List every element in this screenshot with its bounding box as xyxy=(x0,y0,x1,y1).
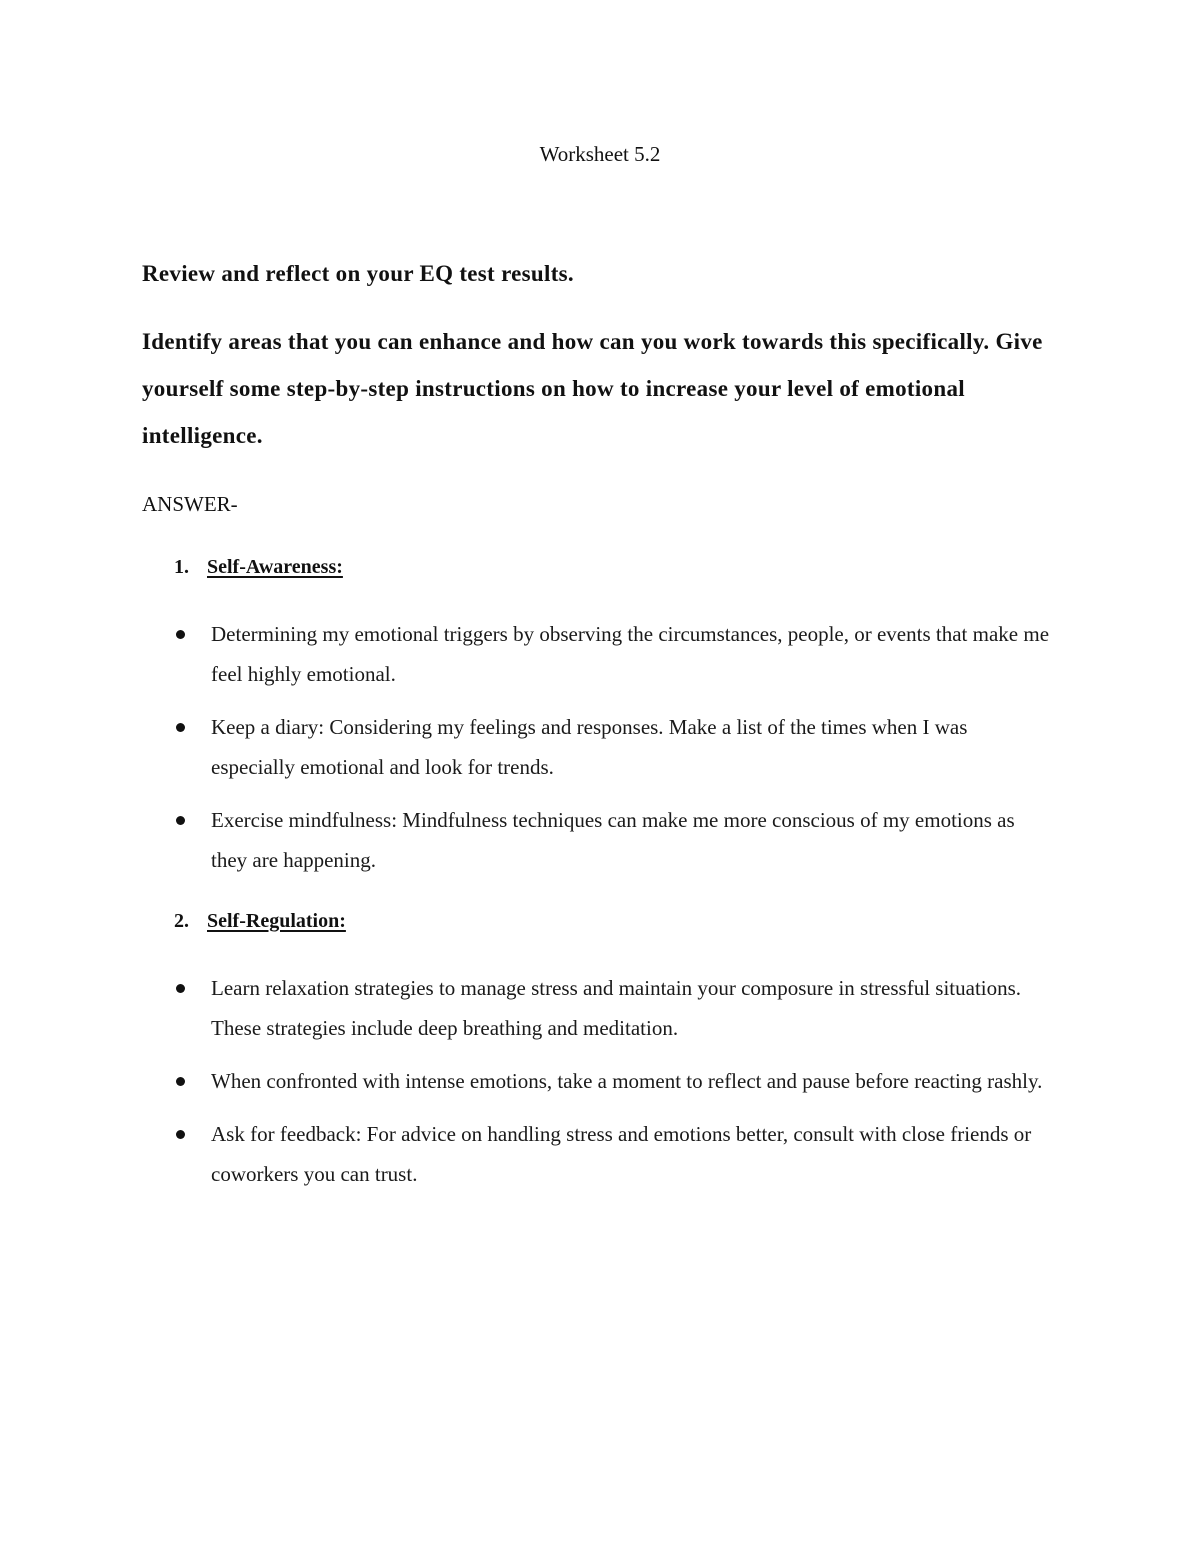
prompt-identify-areas: Identify areas that you can enhance and how can you work towards this specifically. Give yourself some step-by-step instructions on how to increase your level of emotional intelligence. xyxy=(142,329,1043,448)
bullet-dot-icon xyxy=(176,723,185,732)
bullet-dot-icon xyxy=(176,984,185,993)
bullet-dot-icon xyxy=(176,816,185,825)
list-item-text: Keep a diary: Considering my feelings and responses. Make a list of the times when I was especially emotional and look for trends. xyxy=(211,715,968,779)
section-name: Self-Awareness: xyxy=(207,556,343,578)
bullet-dot-icon xyxy=(176,1077,185,1086)
prompt-review: Review and reflect on your EQ test results. xyxy=(142,261,574,286)
bullet-list-self-awareness xyxy=(174,614,1054,893)
list-item xyxy=(174,800,1054,880)
list-item xyxy=(174,968,1054,1048)
list-item xyxy=(174,707,1054,787)
list-item-text: When confronted with intense emotions, take a moment to reflect and pause before reacting rashly. xyxy=(211,1069,1043,1093)
list-item-text: Exercise mindfulness: Mindfulness techniques can make me more conscious of my emotions as they are happening. xyxy=(211,808,1015,872)
section-number: 1. xyxy=(174,556,189,578)
bullet-dot-icon xyxy=(176,630,185,639)
list-item-text: Determining my emotional triggers by observing the circumstances, people, or events that make me feel highly emotional. xyxy=(211,622,1050,686)
section-name: Self-Regulation: xyxy=(207,910,346,932)
list-item-text: Learn relaxation strategies to manage stress and maintain your composure in stressful situations. These strategies include deep breathing and meditation. xyxy=(211,976,1022,1040)
bullet-list-self-regulation xyxy=(174,968,1054,1207)
list-item xyxy=(174,614,1054,694)
list-item xyxy=(174,1061,1054,1101)
page-title: Worksheet 5.2 xyxy=(539,142,661,166)
list-item-text: Ask for feedback: For advice on handling stress and emotions better, consult with close friends or coworkers you can trust. xyxy=(211,1122,1032,1186)
answer-label: ANSWER- xyxy=(142,492,238,516)
section-heading-self-regulation xyxy=(174,910,346,933)
section-number: 2. xyxy=(174,910,189,932)
bullet-dot-icon xyxy=(176,1130,185,1139)
list-item xyxy=(174,1114,1054,1194)
section-heading-self-awareness xyxy=(174,556,343,579)
